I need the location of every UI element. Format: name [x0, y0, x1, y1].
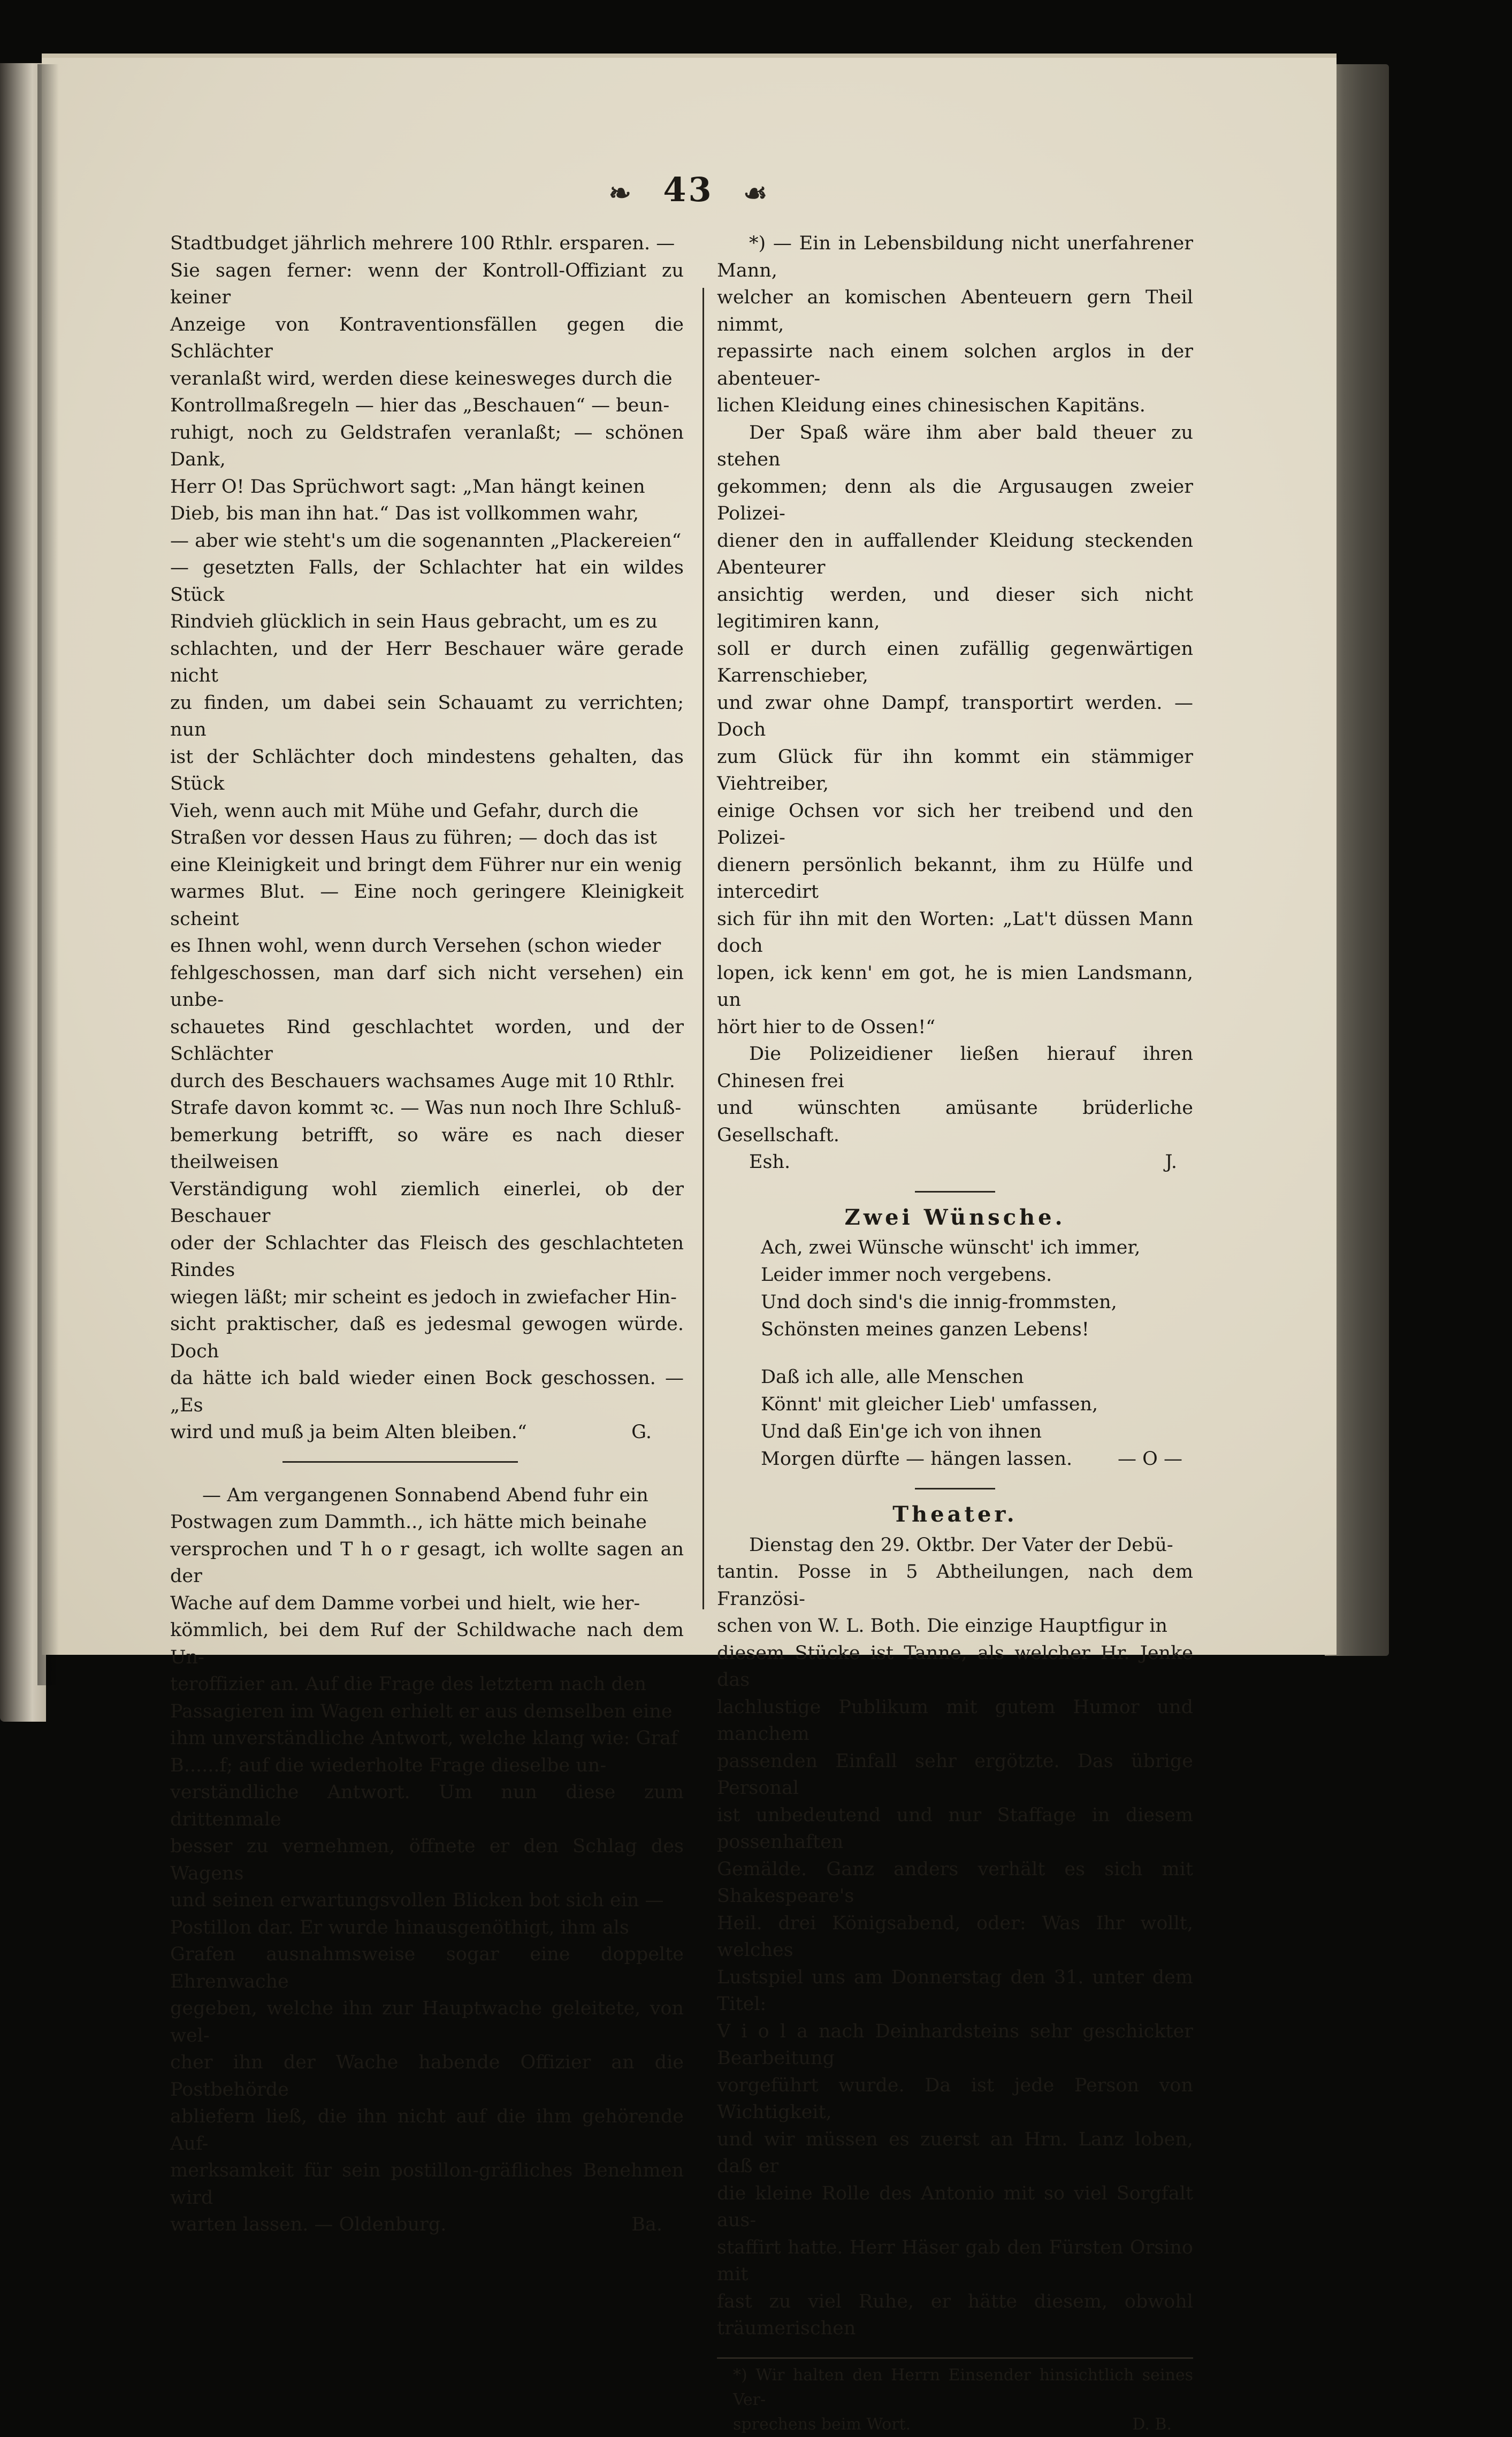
text-line: Ach, zwei Wünsche wünscht' ich immer,: [761, 1237, 1141, 1258]
text-line: Grafen ausnahmsweise sogar eine doppelte Ehrenwache: [170, 1944, 684, 1992]
text-line: durch des Beschauers wachsames Auge mit 10 Rthlr.: [170, 1070, 675, 1092]
text-line: — gesetzten Falls, der Schlachter hat ein wildes Stück: [170, 557, 684, 606]
footnote: *) Wir halten den Herrn Einsender hinsichtlich seines Ver- sprechens beim Wort. D. B.: [717, 2363, 1193, 2437]
text-line: die kleine Rolle des Antonio mit so viel Sorgfalt aus-: [717, 2182, 1193, 2231]
theater-review: [717, 1532, 1193, 2342]
text-line: — aber wie steht's um die sogenannten „Plackereien“: [170, 530, 682, 552]
poem-signature: — O —: [1118, 1448, 1182, 1470]
text-line: lopen, ick kenn' em got, he is mien Landsmann, un: [717, 962, 1193, 1011]
text-line: sicht praktischer, daß es jedesmal gewogen würde. Doch: [170, 1313, 684, 1362]
text-line: Kontrollmaßregeln — hier das „Beschauen“ — beun-: [170, 395, 670, 416]
text-line: repassirte nach einem solchen arglos in der abenteuer-: [717, 341, 1193, 389]
text-line: gekommen; denn als die Argusaugen zweier Polizei-: [717, 476, 1193, 524]
text-line: verständliche Antwort. Um nun diese zum drittenmale: [170, 1782, 684, 1830]
left-ornament-icon: ❧: [608, 177, 633, 209]
text-line: Daß ich alle, alle Menschen: [761, 1366, 1024, 1388]
text-line: — Am vergangenen Sonnabend Abend fuhr ein: [202, 1484, 648, 1506]
text-line: sich für ihn mit den Worten: „Lat't düssen Mann doch: [717, 908, 1193, 957]
text-line: und wir müssen es zuerst an Hrn. Lanz loben, daß er: [717, 2128, 1193, 2177]
text-line: V i o l a nach Deinhardsteins sehr geschickter Bearbeitung: [717, 2020, 1193, 2069]
text-line: Könnt' mit gleicher Lieb' umfassen,: [761, 1394, 1098, 1415]
text-line: teroffizier an. Auf die Frage des letztern nach den: [170, 1674, 647, 1695]
poem-stanza-2: [761, 1364, 1193, 1473]
article-meat-inspection: [170, 230, 684, 1419]
text-line: fehlgeschossen, man darf sich nicht versehen) ein unbe-: [170, 962, 684, 1011]
text-line: Vieh, wenn auch mit Mühe und Gefahr, durch die: [170, 800, 639, 822]
text-line: Die Polizeidiener ließen hierauf ihren Chinesen frei: [717, 1043, 1193, 1092]
text-line: schen von W. L. Both. Die einzige Hauptfigur in: [717, 1615, 1167, 1637]
theater-title: Theater.: [892, 1502, 1018, 1527]
right-ornament-icon: ☙: [743, 177, 770, 209]
text-line: B......f; auf die wiederholte Frage dieselbe un-: [170, 1754, 607, 1776]
text-line: Und daß Ein'ge ich von ihnen: [761, 1421, 1042, 1442]
text-line: passenden Einfall sehr ergötzte. Das übrige Personal: [717, 1750, 1193, 1799]
article-chinese-captain: [717, 230, 1193, 1149]
text-line: Leider immer noch vergebens.: [761, 1264, 1052, 1286]
left-column: [170, 230, 684, 2239]
text-line: hört hier to de Ossen!“: [717, 1016, 936, 1038]
text-line: Rindvieh glücklich in sein Haus gebracht, um es zu: [170, 611, 658, 632]
text-line: Dieb, bis man ihn hat.“ Das ist vollkommen wahr,: [170, 503, 639, 524]
text-line: merksamkeit für sein postillon-gräfliches Benehmen wird: [170, 2160, 684, 2209]
text-line: welcher an komischen Abenteuern gern Theil nimmt,: [717, 287, 1193, 335]
text-line: ruhigt, noch zu Geldstrafen veranlaßt; — schönen Dank,: [170, 422, 684, 470]
text-line: cher ihn der Wache habende Offizier an die Postbehörde: [170, 2052, 684, 2100]
text-line: Passagieren im Wagen erhielt er aus demselben eine: [170, 1700, 673, 1722]
text-line: versprochen und T h o r gesagt, ich wollte sagen an der: [170, 1538, 684, 1587]
text-line: Und doch sind's die innig-frommsten,: [761, 1292, 1117, 1313]
newspaper-page: [42, 54, 1337, 2434]
text-line: soll er durch einen zufällig gegenwärtigen Karrenschieber,: [717, 638, 1193, 686]
text-line: Straßen vor dessen Haus zu führen; — doch das ist: [170, 827, 658, 849]
text-line: tantin. Posse in 5 Abtheilungen, nach dem Französi-: [717, 1561, 1193, 1610]
text-line: bemerkung betrifft, so wäre es nach dieser theilweisen: [170, 1124, 684, 1173]
text-line: Heil. drei Königsabend, oder: Was Ihr wollt, welches: [717, 1912, 1193, 1961]
text-line: Herr O! Das Sprüchwort sagt: „Man hängt keinen: [170, 476, 645, 498]
text-line: da hätte ich bald wieder einen Bock geschossen. — „Es: [170, 1368, 684, 1416]
poem-title: Zwei Wünsche.: [844, 1204, 1066, 1230]
text-line: ihm unverständliche Antwort, welche klang wie: Graf: [170, 1728, 678, 1749]
text-line: Stadtbudget jährlich mehrere 100 Rthlr. ersparen. —: [170, 233, 675, 254]
text-line: dienern persönlich bekannt, ihm zu Hülfe und intercedirt: [717, 854, 1193, 903]
text-line: Sie sagen ferner: wenn der Kontroll-Offiziant zu keiner: [170, 259, 684, 308]
text-line: Wache auf dem Damme vorbei und hielt, wie her-: [170, 1592, 640, 1614]
right-column: [717, 230, 1193, 2437]
section-separator: [915, 1191, 995, 1193]
gutter-shadow: [37, 64, 59, 1685]
text-line: lachlustige Publikum mit gutem Humor und manchem: [717, 1696, 1193, 1745]
text-line: ist der Schlächter doch mindestens gehalten, das Stück: [170, 746, 684, 794]
poem-stanza-1: [761, 1234, 1193, 1343]
column-rule: [702, 288, 704, 1609]
text-line: oder der Schlachter das Fleisch des geschlachteten Rindes: [170, 1232, 684, 1281]
text-line: zum Glück für ihn kommt ein stämmiger Viehtreiber,: [717, 746, 1193, 794]
text-line: veranlaßt wird, werden diese keinesweges durch die: [170, 368, 673, 389]
text-line: schauetes Rind geschlachtet worden, und der Schlächter: [170, 1016, 684, 1065]
text-line: kömmlich, bei dem Ruf der Schildwache nach dem Un-: [170, 1619, 684, 1668]
text-line: vorgeführt wurde. Da ist jede Person von Wichtigkeit,: [717, 2074, 1193, 2123]
text-line: eine Kleinigkeit und bringt dem Führer nur ein wenig: [170, 854, 682, 876]
page-header: [42, 170, 1337, 209]
section-separator: [915, 1488, 995, 1489]
text-line: diesem Stücke ist Tanne, als welcher Hr. Jenke das: [717, 1642, 1193, 1691]
text-line: es Ihnen wohl, wenn durch Versehen (schon wieder: [170, 935, 661, 957]
text-line: Lustspiel uns am Donnerstag den 31. unter dem Titel:: [717, 1966, 1193, 2015]
article-signature: Ba.: [631, 2214, 662, 2235]
text-line: und zwar ohne Dampf, transportirt werden. — Doch: [717, 692, 1193, 740]
text-line: und seinen erwartungsvollen Blicken bot sich ein —: [170, 1890, 664, 1911]
text-line: schlachten, und der Herr Beschauer wäre gerade nicht: [170, 638, 684, 686]
footnote-signature: D. B.: [1132, 2415, 1172, 2434]
text-line: ist unbedeutend und nur Staffage in diesem possenhaften: [717, 1804, 1193, 1853]
page-number: 43: [663, 170, 714, 209]
text-line: ansichtig werden, und dieser sich nicht legitimiren kann,: [717, 584, 1193, 632]
article-separator: [282, 1461, 518, 1463]
text-line: besser zu vernehmen, öffnete er den Schlag des Wagens: [170, 1836, 684, 1884]
text-line: abliefern ließ, die ihn nicht auf die ihm gehörende Auf-: [170, 2106, 684, 2155]
text-line: staffirt hatte. Herr Häser gab den Fürsten Orsino mit: [717, 2236, 1193, 2285]
text-line: gegeben, welche ihn zur Hauptwache geleitete, von wel-: [170, 1998, 684, 2046]
text-line: warmes Blut. — Eine noch geringere Kleinigkeit scheint: [170, 881, 684, 930]
text-line: einige Ochsen vor sich her treibend und den Polizei-: [717, 800, 1193, 849]
footnote-rule: [717, 2357, 1193, 2359]
article-postillon: [170, 1482, 684, 2212]
text-line: lichen Kleidung eines chinesischen Kapitäns.: [717, 395, 1146, 416]
text-line: Postillon dar. Er wurde hinausgenöthigt, ihm als: [170, 1916, 629, 1938]
story-signature-line: Esh. J.: [749, 1151, 1177, 1173]
text-line: Gemälde. Ganz anders verhält es sich mit Shakespeare's: [717, 1858, 1193, 1907]
text-line: Schönsten meines ganzen Lebens!: [761, 1319, 1089, 1340]
text-line: Der Spaß wäre ihm aber bald theuer zu stehen: [717, 422, 1193, 470]
article-meat-inspection-closing: wird und muß ja beim Alten bleiben.“ G.: [170, 1419, 684, 1446]
text-line: Dienstag den 29. Oktbr. Der Vater der Debü-: [749, 1534, 1173, 1556]
text-line: diener den in auffallender Kleidung steckenden Abenteurer: [717, 530, 1193, 578]
text-line: zu finden, um dabei sein Schauamt zu verrichten; nun: [170, 692, 684, 740]
text-line: fast zu viel Ruhe, er hätte diesem, obwohl träumerischen: [717, 2290, 1193, 2339]
text-line: Postwagen zum Dammth.., ich hätte mich beinahe: [170, 1511, 647, 1533]
text-line: wiegen läßt; mir scheint es jedoch in zwiefacher Hin-: [170, 1286, 677, 1308]
text-line: und wünschten amüsante brüderliche Gesellschaft.: [717, 1097, 1193, 1146]
poem-last-line: Morgen dürfte — hängen lassen. — O —: [761, 1446, 1193, 1473]
text-line: Anzeige von Kontraventionsfällen gegen die Schlächter: [170, 314, 684, 362]
article-postillon-closing: warten lassen. — Oldenburg. Ba.: [170, 2211, 684, 2239]
text-line: Verständigung wohl ziemlich einerlei, ob der Beschauer: [170, 1178, 684, 1227]
article-signature: G.: [631, 1422, 652, 1443]
text-line: Strafe davon kommt ꝛc. — Was nun noch Ihre Schluß-: [170, 1097, 682, 1119]
text-line: *) — Ein in Lebensbildung nicht unerfahrener Mann,: [717, 233, 1193, 281]
